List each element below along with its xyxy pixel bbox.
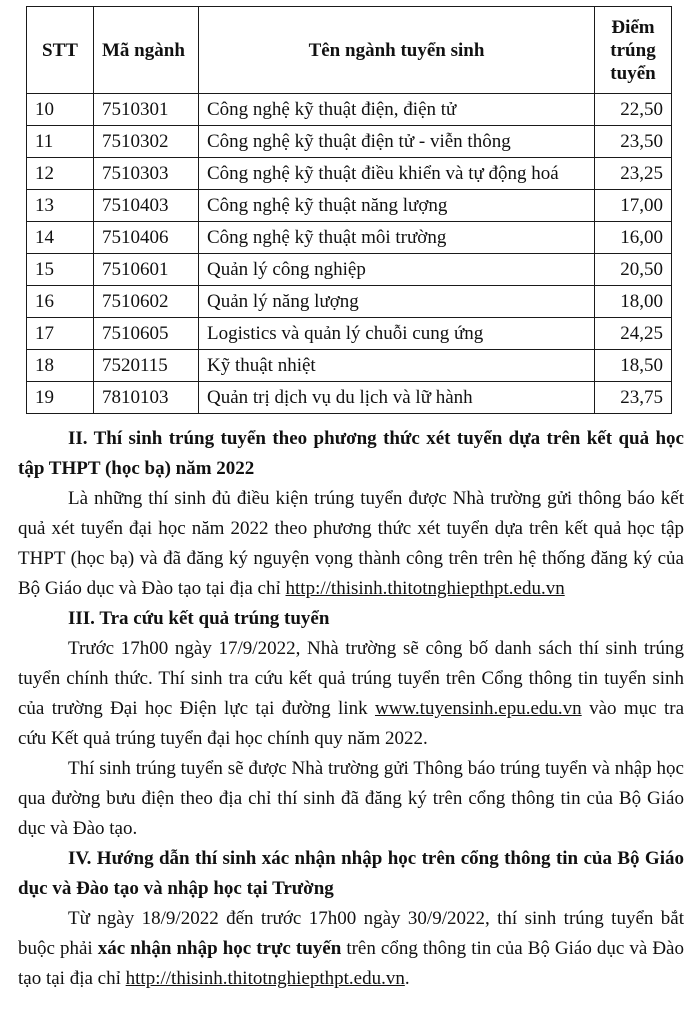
cell-score: 23,50	[595, 126, 672, 158]
cell-score: 22,50	[595, 94, 672, 126]
cell-stt: 10	[27, 94, 94, 126]
cell-stt: 16	[27, 286, 94, 318]
cell-code: 7810103	[94, 382, 199, 414]
cell-score: 17,00	[595, 190, 672, 222]
cell-score: 18,00	[595, 286, 672, 318]
header-score	[595, 7, 672, 94]
section-4-bold-text: xác nhận nhập học trực tuyến	[97, 938, 342, 959]
section-3-heading: III. Tra cứu kết quả trúng tuyển	[68, 608, 330, 629]
cell-score: 24,25	[595, 318, 672, 350]
cell-stt: 11	[27, 126, 94, 158]
cell-stt: 18	[27, 350, 94, 382]
cell-code: 7510403	[94, 190, 199, 222]
table-row	[27, 350, 672, 382]
cell-code: 7510301	[94, 94, 199, 126]
section-2-body	[18, 484, 684, 604]
header-stt: STT	[27, 7, 94, 94]
cell-code: 7510406	[94, 222, 199, 254]
cell-code: 7510601	[94, 254, 199, 286]
table-row	[27, 126, 672, 158]
section-4-heading: IV. Hướng dẫn thí sinh xác nhận nhập học trên cổng thông tin của Bộ Giáo dục và Đào tạo và nhập học tại Trường	[18, 848, 684, 899]
table-row	[27, 382, 672, 414]
section-4-body	[18, 904, 684, 994]
cell-code: 7520115	[94, 350, 199, 382]
section-3-text-b: vào mục tra cứu Kết quả trúng tuyển đại học chính quy năm 2022.	[18, 698, 685, 749]
header-score-line2: trúng	[610, 39, 656, 61]
cell-code: 7510602	[94, 286, 199, 318]
table-row	[27, 286, 672, 318]
section-3-body-1	[18, 634, 684, 754]
section-4-period: .	[404, 968, 410, 989]
cell-stt: 12	[27, 158, 94, 190]
header-score-line3: tuyển	[610, 62, 656, 84]
cell-name: Công nghệ kỹ thuật năng lượng	[199, 190, 595, 222]
cell-stt: 13	[27, 190, 94, 222]
document-body	[18, 424, 684, 994]
cell-stt: 17	[27, 318, 94, 350]
table-row	[27, 222, 672, 254]
cell-score: 18,50	[595, 350, 672, 382]
header-code: Mã ngành	[94, 7, 199, 94]
cell-name: Công nghệ kỹ thuật điện tử - viễn thông	[199, 126, 595, 158]
header-score-line1: Điểm	[611, 16, 655, 38]
section-2-text: Là những thí sinh đủ điều kiện trúng tuyển được Nhà trường gửi thông báo kết quả xét tuyển đại học năm 2022 theo phương thức xét tuyển dựa trên kết quả học tập THPT (học bạ) và đã đăng ký nguyện vọng thành công trên trên hệ thống đăng ký của Bộ Giáo dục và Đào tạo tại địa chỉ	[18, 488, 684, 599]
table-row	[27, 190, 672, 222]
section-2-heading: II. Thí sinh trúng tuyển theo phương thức xét tuyển dựa trên kết quả học tập THPT (học bạ) năm 2022	[18, 428, 684, 479]
cell-name: Công nghệ kỹ thuật điện, điện tử	[199, 94, 595, 126]
admission-score-table	[26, 6, 672, 414]
header-name: Tên ngành tuyển sinh	[199, 7, 595, 94]
cell-name: Quản trị dịch vụ du lịch và lữ hành	[199, 382, 595, 414]
section-2-link[interactable]: http://thisinh.thitotnghiepthpt.edu.vn	[285, 578, 565, 599]
table-body	[27, 94, 672, 414]
table-row	[27, 158, 672, 190]
cell-name: Quản lý năng lượng	[199, 286, 595, 318]
section-4-text-a: Từ ngày 18/9/2022 đến trước 17h00 ngày 30/9/2022, thí sinh trúng tuyển bắt buộc phải	[18, 908, 684, 959]
table-header-row	[27, 7, 672, 94]
section-4-text-b: trên cổng thông tin của Bộ Giáo dục và Đào tạo tại địa chỉ	[18, 938, 684, 989]
cell-name: Công nghệ kỹ thuật môi trường	[199, 222, 595, 254]
section-4-link[interactable]: http://thisinh.thitotnghiepthpt.edu.vn	[125, 968, 405, 989]
cell-score: 23,25	[595, 158, 672, 190]
cell-score: 20,50	[595, 254, 672, 286]
cell-score: 16,00	[595, 222, 672, 254]
cell-name: Logistics và quản lý chuỗi cung ứng	[199, 318, 595, 350]
section-3-text-a: Trước 17h00 ngày 17/9/2022, Nhà trường sẽ công bố danh sách thí sinh trúng tuyển chính thức. Thí sinh tra cứu kết quả trúng tuyển trên Cổng thông tin tuyển sinh của trường Đại học Điện lực tại đường link	[18, 638, 684, 719]
cell-code: 7510302	[94, 126, 199, 158]
cell-stt: 19	[27, 382, 94, 414]
cell-name: Quản lý công nghiệp	[199, 254, 595, 286]
section-3-body-2: Thí sinh trúng tuyển sẽ được Nhà trường gửi Thông báo trúng tuyển và nhập học qua đường bưu điện theo địa chỉ thí sinh đã đăng ký trên cổng thông tin của Bộ Giáo dục và Đào tạo.	[18, 758, 684, 839]
cell-stt: 14	[27, 222, 94, 254]
cell-code: 7510303	[94, 158, 199, 190]
cell-name: Công nghệ kỹ thuật điều khiển và tự động hoá	[199, 158, 595, 190]
table-row	[27, 94, 672, 126]
cell-name: Kỹ thuật nhiệt	[199, 350, 595, 382]
table-row	[27, 318, 672, 350]
cell-score: 23,75	[595, 382, 672, 414]
cell-code: 7510605	[94, 318, 199, 350]
cell-stt: 15	[27, 254, 94, 286]
section-3-link[interactable]: www.tuyensinh.epu.edu.vn	[374, 698, 582, 719]
table-row	[27, 254, 672, 286]
